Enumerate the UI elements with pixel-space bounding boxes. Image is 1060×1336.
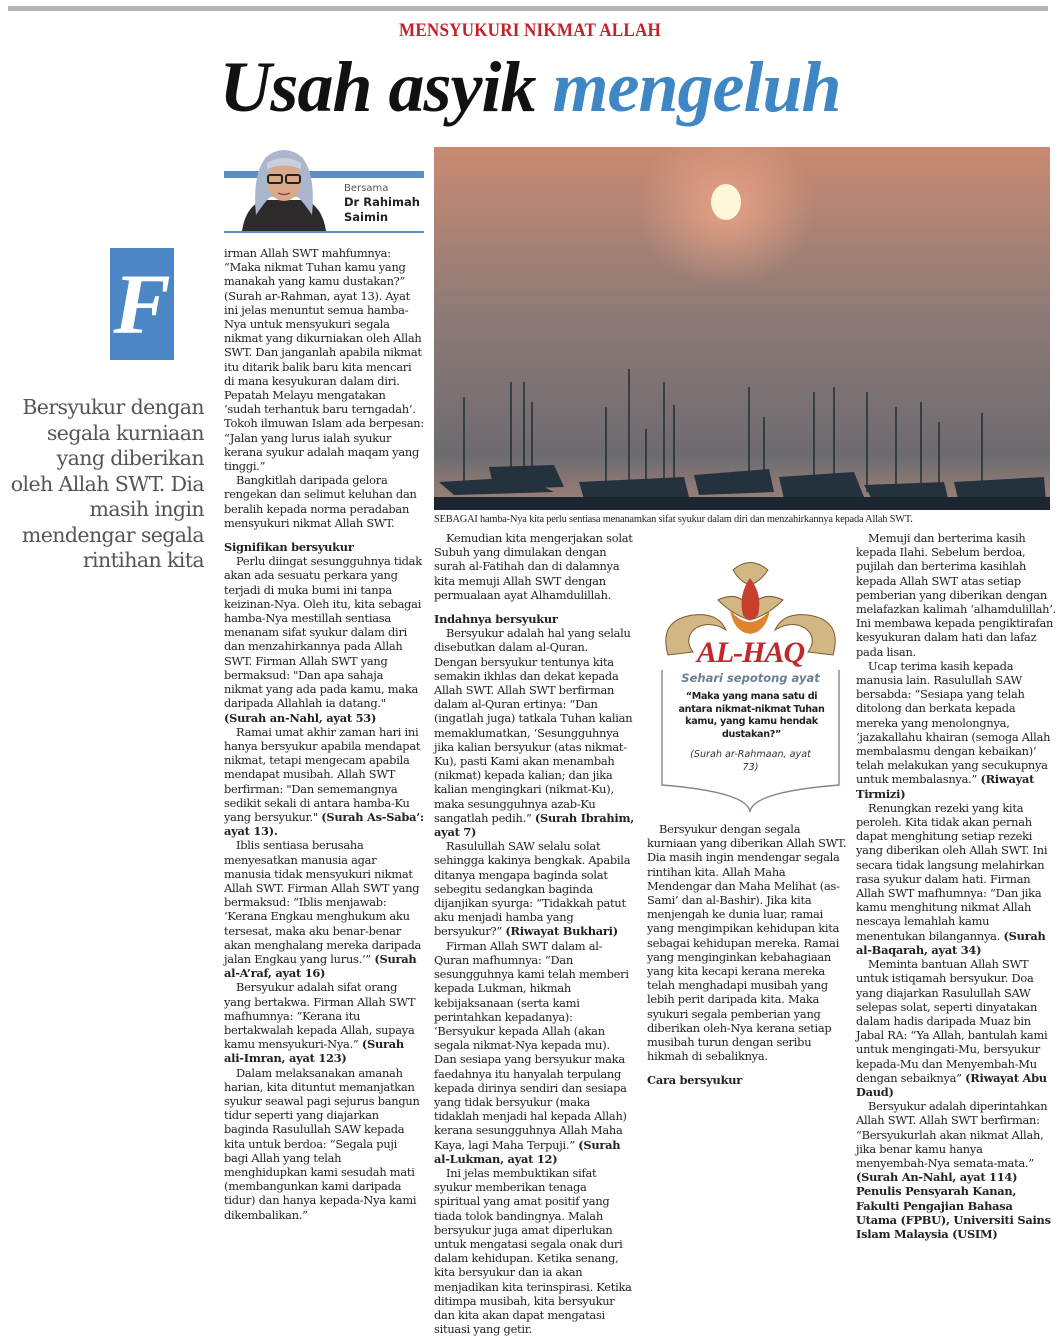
paragraph: Bersyukur adalah diperintahkan Allah SWT. Allah SWT berfirman: “Bersyukurlah akan nikmat Allah, jika benar kamu hanya menyembah-Nya semata-mata.” (Surah An-Nahl, ayat 114) xyxy=(856,1099,1048,1185)
author-byline xyxy=(224,145,424,233)
section-kicker: MENSYUKURI NIKMAT ALLAH xyxy=(399,20,661,41)
citation: (Surah an-Nahl, ayat 53) xyxy=(224,710,377,725)
citation: (Surah al-Baqarah, ayat 34) xyxy=(856,928,1046,957)
al-haq-reference: (Surah ar-Rahmaan, ayat 73) xyxy=(690,749,811,773)
author-photo xyxy=(234,145,334,231)
top-rule xyxy=(8,6,1048,11)
citation: (Surah ali-Imran, ayat 123) xyxy=(224,1037,404,1066)
paragraph: Memuji dan berterima kasih kepada Ilahi. Sebelum berdoa, pujilah dan berterima kasihlah kepada Allah SWT atas setiap pemberian yang diberikan dengan melafazkan kalimah ‘alhamdulillah’. Ini membawa kepada pengiktirafan kesyukuran dalam hati dan lafaz pada lisan. xyxy=(856,531,1056,659)
headline-part-2: mengeluh xyxy=(552,47,841,127)
paragraph: irman Allah SWT mahfumnya: “Maka nikmat Tuhan kamu yang manakah yang kamu dustakan?” (Surah ar-Rahman, ayat 13). Ayat ini jelas menuntut semua hamba-Nya untuk mensyukuri segala nikmat yang dikurniakan oleh Allah SWT. Dan janganlah apabila nikmat itu ditarik balik baru kita mencari di mana kesyukuran dalam diri. Pepatah Melayu mengatakan ‘sudah terhantuk baru terngadah’. Tokoh ilmuwan Islam ada berpesan: “Jalan yang lurus ialah syukur kerana syukur adalah maqam yang tinggi.” xyxy=(224,246,424,474)
citation: (Riwayat Tirmizi) xyxy=(856,772,1035,801)
paragraph: Ramai umat akhir zaman hari ini hanya bersyukur apabila mendapat nikmat, tetapi mengecam apabila mendapat musibah. Allah SWT berfirman: "Dan sememangnya sedikit sekali di antara hamba-Ku yang bersyukur." (Surah As-Saba’: ayat 13). xyxy=(224,724,424,839)
paragraph: Ucap terima kasih kepada manusia lain. Rasulullah SAW bersabda: “Sesiapa yang telah ditolong dan berkata kepada mereka yang menolongnya, ‘jazakallahu khairan (semoga Allah membalasmu dengan kebaikan)’ telah melakukan yang secukupnya untuk membalasnya.” (Riwayat Tirmizi) xyxy=(856,658,1051,801)
citation: (Surah al-Lukman, ayat 12) xyxy=(434,1137,621,1166)
headline-part-1: Usah asyik xyxy=(219,47,536,127)
sunset-harbour-photo xyxy=(434,147,1050,510)
citation: (Riwayat Bukhari) xyxy=(505,924,618,939)
paragraph: Rasulullah SAW selalu solat sehingga kakinya bengkak. Apabila ditanya mengapa baginda solat sebegitu sedangkan baginda dijanjikan syurga: “Tidakkah patut aku menjadi hamba yang bersyukur?” (Riwayat Bukhari) xyxy=(434,839,631,939)
paragraph: Bersyukur adalah sifat orang yang bertakwa. Firman Allah SWT mafhumnya: “Kerana itu bertakwalah kepada Allah, supaya kamu mensyukuri-Nya.” (Surah ali-Imran, ayat 123) xyxy=(224,980,416,1066)
al-haq-subtitle: Sehari sepotong ayat xyxy=(681,671,820,685)
paragraph: Iblis sentiasa berusaha menyesatkan manusia agar manusia tidak mensyukuri nikmat Allah SWT. Firman Allah SWT yang bermaksud: “Iblis menjawab: ‘Kerana Engkau menghukum aku tersesat, maka aku benar-benar akan menghalang mereka daripada jalan Engkau yang lurus.’” (Surah al-A’raf, ayat 16) xyxy=(224,838,422,981)
paragraph: Bersyukur adalah hal yang selalu disebutkan dalam al-Quran. Dengan bersyukur tentunya kita semakin ikhlas dan dekat kepada Allah SWT. Allah SWT berfirman dalam al-Quran ertinya: “Dan (ingatlah juga) tatkala Tuhan kalian memaklumatkan, ‘Sesungguhnya jika kalian bersyukur (atas nikmat-Ku), pasti Kami akan menambah (nikmat) kepada kalian; dan jika kalian mengingkari (nikmat-Ku), maka sesungguhnya azab-Ku sangatlah pedih.” (Surah Ibrahim, ayat 7) xyxy=(434,626,634,840)
citation: (Riwayat Abu Daud) xyxy=(856,1070,1047,1099)
citation: (Surah An-Nahl, ayat 114) xyxy=(856,1170,1018,1185)
byline-label: Bersama xyxy=(344,183,389,194)
al-haq-quote: “Maka yang mana satu di antara nikmat-nikmat Tuhan kamu, yang kamu hendak dustakan?” xyxy=(678,691,825,740)
paragraph: Bangkitlah daripada gelora rengekan dan selimut keluhan dan beralih kepada norma peradaban mensyukuri nikmat Allah SWT. xyxy=(224,473,417,530)
paragraph: Kemudian kita mengerjakan solat Subuh yang dimulakan dengan surah al-Fatihah dan di dalamnya kita memuji Allah SWT dengan permualaan ayat Alhamdulillah. xyxy=(434,531,633,602)
article-column-1 xyxy=(224,246,424,1222)
paragraph: Renungkan rezeki yang kita peroleh. Kita tidak akan pernah dapat menghitung setiap rezeki yang diberikan oleh Allah SWT. Ini secara tidak langsung melahirkan rasa syukur dalam hati. Firman Allah SWT mafhumnya: “Dan jika kamu menghitung nikmat Allah nescaya lemahlah kamu menentukan bilangannya. (Surah al-Baqarah, ayat 34) xyxy=(856,800,1048,957)
paragraph: Bersyukur dengan segala kurniaan yang diberikan Allah SWT. Dia masih ingin mendengar segala rintihan kita. Allah Maha Mendengar dan Maha Melihat (as-Sami’ dan al-Bashir). Jika kita menjengah ke dunia luar, ramai yang mengimpikan kehidupan kita sebagai kehidupan mereka. Ramai yang menginginkan kebahagiaan yang kita kecapi kerana mereka telah menghadapi musibah yang lebih perit daripada kita. Maka syukuri segala pemberian yang diberikan oleh-Nya kerana setiap musibah turun dengan seribu hikmah di sebaliknya. xyxy=(647,822,847,1064)
paragraph: Meminta bantuan Allah SWT untuk istiqamah bersyukur. Doa yang diajarkan Rasulullah SAW selepas solat, seperti dinyatakan dalam hadis daripada Muaz bin Jabal RA: “Ya Allah, bantulah kami untuk mengingati-Mu, bersyukur kepada-Mu dan Menyembah-Mu dengan sebaiknya” (Riwayat Abu Daud) xyxy=(856,957,1048,1099)
citation: (Surah Ibrahim, ayat 7) xyxy=(434,810,634,840)
article-column-4 xyxy=(856,531,1056,1241)
subheading: Indahnya bersyukur xyxy=(434,612,558,627)
paragraph: Dalam melaksanakan amanah harian, kita dituntut memanjatkan syukur seawal pagi sejurus bangun tidur seperti yang diajarkan baginda Rasulullah SAW kepada kita untuk berdoa: “Segala puji bagi Allah yang telah menghidupkan kami sesudah mati (membangunkan kami daripada tidur) dan hanya kepada-Nya kami dikembalikan.” xyxy=(224,1065,420,1222)
author-note: Penulis Pensyarah Kanan, Fakulti Pengajian Bahasa Utama (FPBU), Universiti Sains Islam Malaysia (USIM) xyxy=(856,1184,1051,1241)
al-haq-title: AL-HAQ xyxy=(696,636,805,669)
citation: (Surah al-A’raf, ayat 16) xyxy=(224,951,417,981)
photo-caption: SEBAGAI hamba-Nya kita perlu sentiasa menanamkan sifat syukur dalam diri dan menzahirkannya kepada Allah SWT. xyxy=(434,514,913,525)
ornament-frame-icon xyxy=(648,560,853,820)
article-column-3 xyxy=(647,822,847,1088)
subheading: Cara bersyukur xyxy=(647,1073,742,1088)
subheading: Signifikan bersyukur xyxy=(224,540,354,555)
pull-quote: Bersyukur dengan segala kurniaan yang diberikan oleh Allah SWT. Dia masih ingin mendengar segala rintihan kita xyxy=(10,395,204,572)
headline xyxy=(0,42,1060,132)
author-name: Dr Rahimah Saimin xyxy=(344,195,420,224)
al-haq-box xyxy=(648,560,853,820)
drop-cap: F xyxy=(110,248,174,360)
paragraph: Firman Allah SWT dalam al-Quran mafhumnya: “Dan sesungguhnya kami telah memberi kepada Lukman, hikmah kebijaksanaan (serta kami perintahkan kepadanya): ‘Bersyukur kepada Allah (akan segala nikmat-Nya kepada mu). Dan sesiapa yang bersyukur maka faedahnya itu hanyalah terpulang kepada dirinya sendiri dan sesiapa yang tidak bersyukur (maka tidaklah menjadi hal kepada Allah) kerana sesungguhnya Allah Maha Kaya, lagi Maha Terpuji.” (Surah al-Lukman, ayat 12) xyxy=(434,938,629,1166)
citation: (Surah As-Saba’: ayat 13). xyxy=(224,809,424,839)
byline-bottom-rule xyxy=(224,231,424,233)
paragraph: Perlu diingat sesungguhnya tidak akan ada sesuatu perkara yang terjadi di muka bumi ini tanpa keizinan-Nya. Oleh itu, kita sebagai hamba-Nya mestillah sentiasa menanam sifat syukur dalam diri dan menzahirkannya pada Allah SWT. Firman Allah SWT yang bermaksud: "Dan apa sahaja nikmat yang ada pada kamu, maka daripada Allahlah ia datang." (Surah an-Nahl, ayat 53) xyxy=(224,554,422,725)
article-column-2 xyxy=(434,531,634,1336)
paragraph: Ini jelas membuktikan sifat syukur memberikan tenaga spiritual yang amat positif yang tiada tolok bandingnya. Malah bersyukur juga amat diperlukan untuk mengatasi segala onak duri dalam kehidupan. Ketika senang, kita bersyukur dan ia akan menjadikan kita terinspirasi. Ketika ditimpa musibah, kita bersyukur dan kita akan dapat mengatasi situasi yang getir. xyxy=(434,1165,632,1336)
